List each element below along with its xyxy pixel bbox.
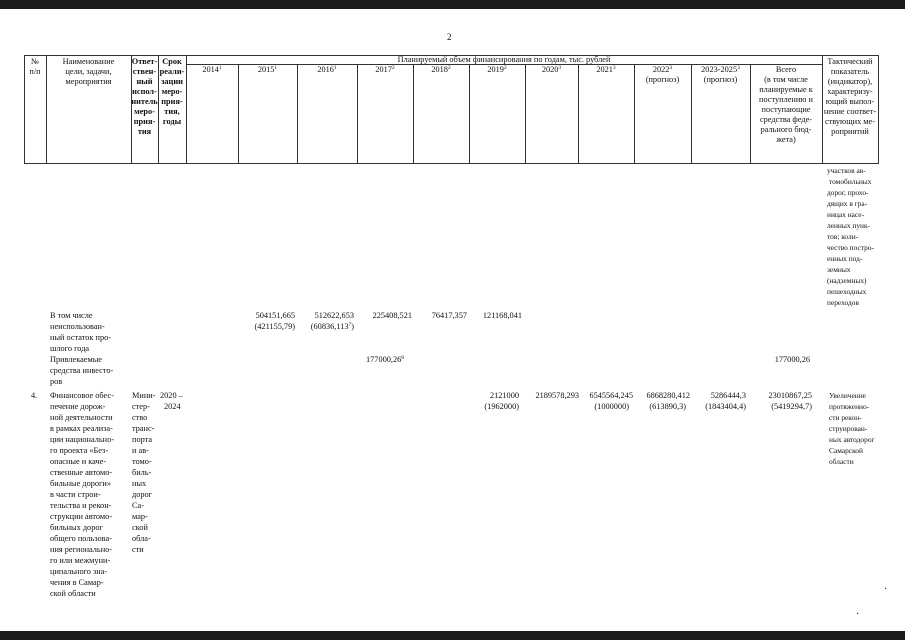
header-year-2019: 2019$^2$ <box>487 65 507 74</box>
scan-bottom-border <box>0 631 905 640</box>
investors-total: 177000,26 <box>774 355 810 364</box>
row-4-2023-2025-value: 5286444,3 <box>710 391 746 400</box>
unused-2018-value: 76417,357 <box>431 311 467 320</box>
row-4-2020-value: 2189578,293 <box>535 391 579 400</box>
row-4-term: 2020 – <box>160 391 183 400</box>
header-year-2014: 2014$^1$ <box>202 65 222 74</box>
unused-2019-value: 121168,041 <box>482 311 522 320</box>
unused-2015-paren: (421155,79) <box>254 322 295 331</box>
header-year-2016: 2016$^1$ <box>317 65 337 74</box>
header-year-2018: 2018$^2$ <box>431 65 451 74</box>
unused-2016-value: 512622,653 <box>314 311 354 320</box>
row-4-number: 4. <box>31 391 38 400</box>
header-plan-title: Планируемый объем финансирования по годам, тыс. рублей <box>397 55 611 64</box>
unused-2016-paren: (60836,113$^7$) <box>310 322 354 331</box>
unused-2015-value: 504151,665 <box>255 311 295 320</box>
row-4-2022-value: 6868280,412 <box>646 391 690 400</box>
scan-speck: · <box>884 584 888 595</box>
scan-speck: · <box>856 609 860 620</box>
header-year-2017: 2017$^2$ <box>375 65 395 74</box>
header-year-2015: 2015$^1$ <box>257 65 278 74</box>
row-4-term-end: 2024 <box>164 402 181 411</box>
header-year-2022: 2022$^3$ <box>652 65 673 74</box>
row-4-total-value: 23010867,25 <box>768 391 812 400</box>
header-year-2023-2025: 2023-2025$^3$ <box>701 65 740 74</box>
header-year-2020: 2020$^3$ <box>541 65 562 74</box>
row-4-2021-paren: (1000000) <box>594 402 629 411</box>
unused-2017-value: 225408,521 <box>372 311 412 320</box>
row-4-2022-paren: (613890,3) <box>649 402 686 411</box>
page-number: 2 <box>447 32 452 42</box>
investors-2017-value: 177000,26$^8$ <box>366 355 405 364</box>
row-4-2019-value: 2121000 <box>489 391 519 400</box>
row-4-2019-paren: (1962000) <box>484 402 519 411</box>
header-year-2021: 2021$^3$ <box>596 65 616 74</box>
row-4-total-paren: (5419294,7) <box>771 402 812 411</box>
row-4-2021-value: 6545564,245 <box>589 391 633 400</box>
row-4-2023-2025-paren: (1843404,4) <box>705 402 746 411</box>
scan-top-border <box>0 0 905 9</box>
